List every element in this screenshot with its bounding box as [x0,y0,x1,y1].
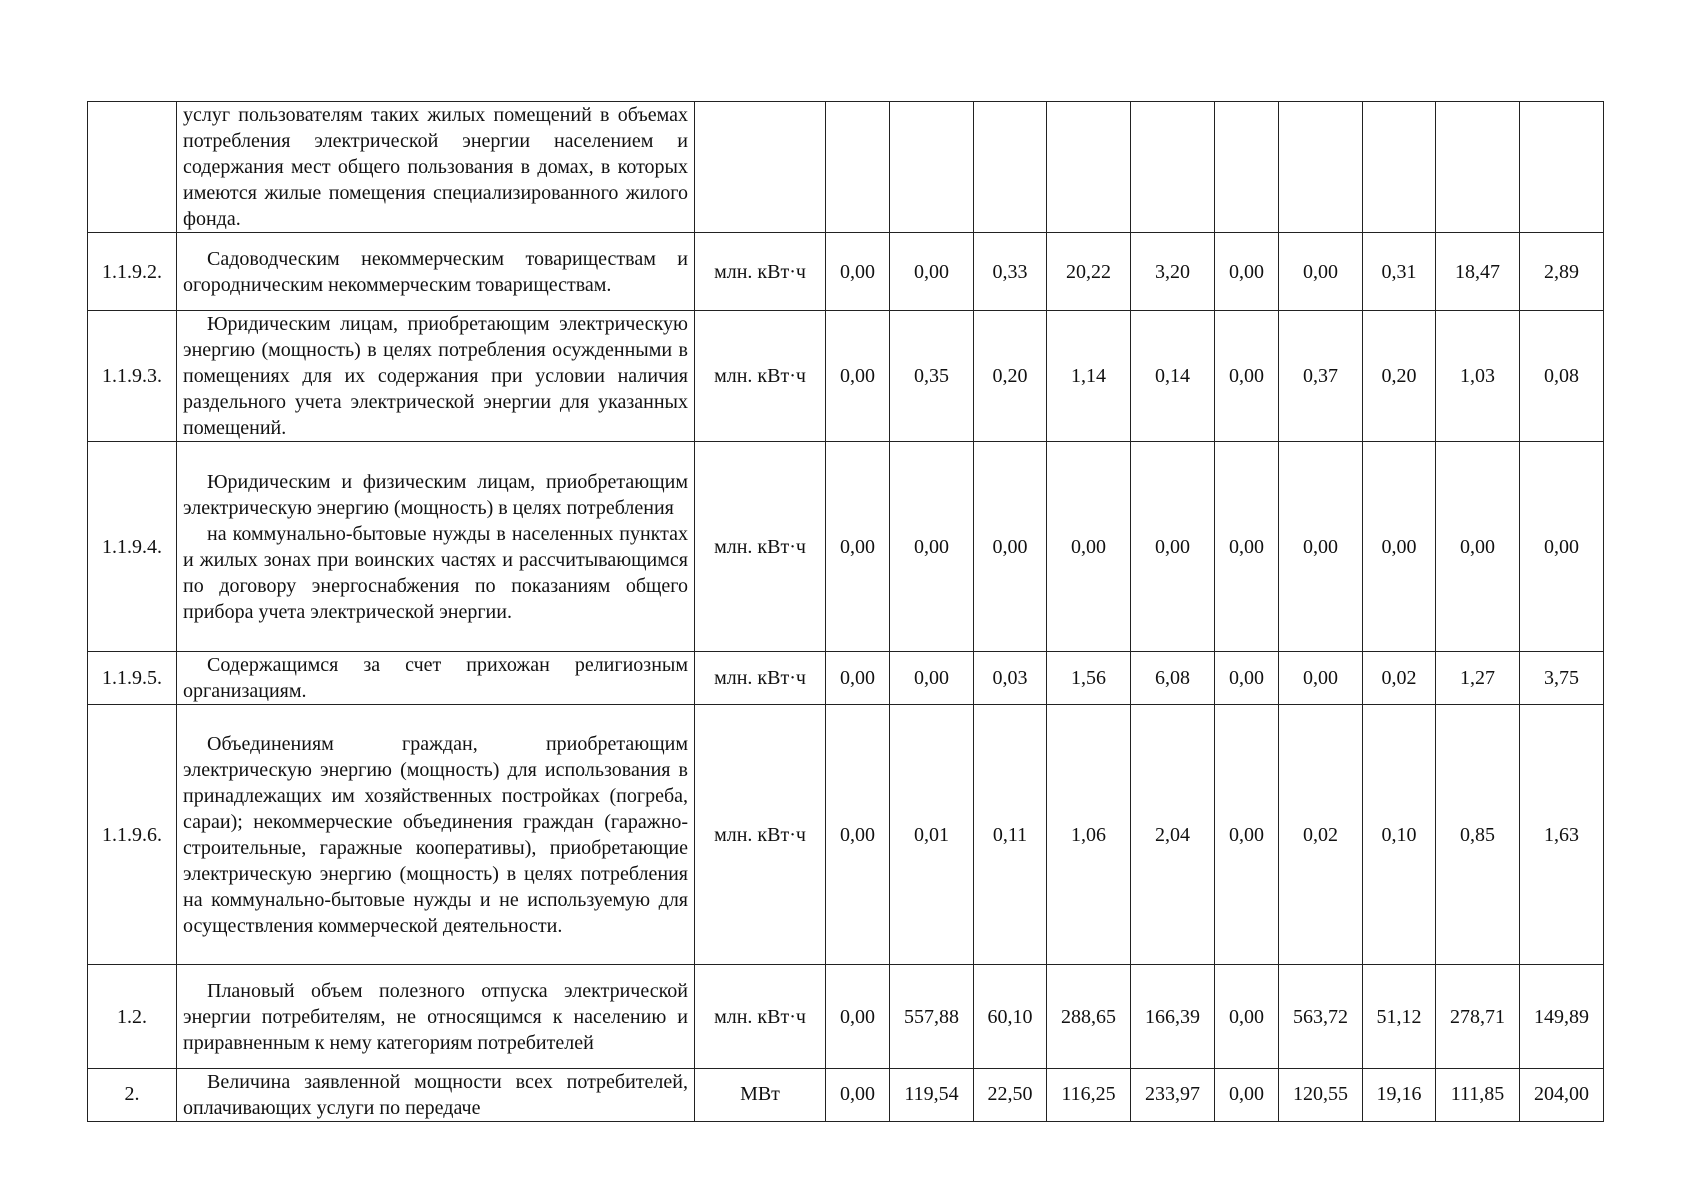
value-cell: 0,00 [1047,442,1131,652]
value-cell: 1,03 [1436,311,1520,442]
description-paragraph: Юридическим лицам, приобретающим электрическую энергию (мощность) в целях потребления осужденными в помещениях для их содержания при условии наличия раздельного учета электрической энергии для указанных помещений. [183,313,688,439]
row-number: 1.2. [88,965,177,1069]
value-cell: 2,89 [1520,233,1604,311]
table-row [88,705,1604,965]
value-cell: 0,00 [1215,1069,1279,1122]
value-cell [1131,102,1215,233]
value-cell: 149,89 [1520,965,1604,1069]
unit-cell: млн. кВт·ч [695,311,826,442]
description-paragraph: Садоводческим некоммерческим товариществам и огородническим некоммерческим товариществам. [183,247,688,296]
value-cell: 1,56 [1047,652,1131,705]
unit-cell: млн. кВт·ч [695,705,826,965]
value-cell: 233,97 [1131,1069,1215,1122]
value-cell: 60,10 [974,965,1047,1069]
value-cell: 0,00 [974,442,1047,652]
value-cell [1047,102,1131,233]
value-cell: 0,20 [1363,311,1436,442]
description-paragraph: Объединениям граждан, приобретающим электрическую энергию (мощность) для использования в принадлежащих им хозяйственных постройках (погреба, сараи); некоммерческие объединения граждан (гаражно-строительные, гаражные кооперативы), приобретающие электрическую энергию (мощность) в целях потребления на коммунально-бытовые нужды и не используемую для осуществления коммерческой деятельности. [183,732,688,937]
value-cell: 0,11 [974,705,1047,965]
unit-cell: млн. кВт·ч [695,442,826,652]
value-cell: 0,01 [890,705,974,965]
value-cell: 0,00 [1279,233,1363,311]
row-number: 1.1.9.6. [88,705,177,965]
value-cell: 18,47 [1436,233,1520,311]
row-number: 1.1.9.3. [88,311,177,442]
value-cell: 0,10 [1363,705,1436,965]
table-row [88,965,1604,1069]
value-cell: 0,02 [1363,652,1436,705]
value-cell: 557,88 [890,965,974,1069]
value-cell: 0,00 [826,705,890,965]
unit-cell: млн. кВт·ч [695,233,826,311]
value-cell: 0,00 [826,1069,890,1122]
row-number: 1.1.9.5. [88,652,177,705]
value-cell: 0,00 [1215,233,1279,311]
description-paragraph: услуг пользователям таких жилых помещений в объемах потребления электрической энергии населением и содержания мест общего пользования в домах, в которых имеются жилые помещения специализированного жилого фонда. [183,104,688,230]
description-paragraph: Содержащимся за счет прихожан религиозным организациям. [183,654,688,702]
value-cell: 0,00 [1215,311,1279,442]
row-description [177,965,695,1069]
unit-cell: млн. кВт·ч [695,965,826,1069]
value-cell [890,102,974,233]
row-number: 2. [88,1069,177,1122]
value-cell: 20,22 [1047,233,1131,311]
row-description [177,311,695,442]
value-cell [1279,102,1363,233]
value-cell: 0,00 [1215,705,1279,965]
description-paragraph: на коммунально-бытовые нужды в населенных пунктах и жилых зонах при воинских частях и рассчитывающимся по договору энергоснабжения по показаниям общего прибора учета электрической энергии. [183,522,688,623]
value-cell: 0,00 [1520,442,1604,652]
description-paragraph: Плановый объем полезного отпуска электрической энергии потребителям, не относящимся к населению и приравненным к нему категориям потребителей [183,979,688,1054]
value-cell: 0,03 [974,652,1047,705]
value-cell: 1,14 [1047,311,1131,442]
value-cell: 22,50 [974,1069,1047,1122]
value-cell: 0,00 [890,652,974,705]
value-cell [1520,102,1604,233]
value-cell: 3,75 [1520,652,1604,705]
value-cell: 0,85 [1436,705,1520,965]
value-cell: 0,00 [826,311,890,442]
value-cell: 0,00 [1279,442,1363,652]
value-cell: 119,54 [890,1069,974,1122]
row-description [177,652,695,705]
value-cell: 563,72 [1279,965,1363,1069]
row-number [88,102,177,233]
value-cell: 0,00 [1215,965,1279,1069]
value-cell: 0,00 [1363,442,1436,652]
table-row [88,233,1604,311]
value-cell: 1,06 [1047,705,1131,965]
unit-cell: МВт [695,1069,826,1122]
row-number: 1.1.9.2. [88,233,177,311]
value-cell [1436,102,1520,233]
table-row [88,652,1604,705]
value-cell: 0,08 [1520,311,1604,442]
value-cell: 0,33 [974,233,1047,311]
row-number: 1.1.9.4. [88,442,177,652]
document-page [87,101,1604,1122]
value-cell: 0,00 [1215,652,1279,705]
value-cell: 1,63 [1520,705,1604,965]
value-cell [826,102,890,233]
value-cell [974,102,1047,233]
value-cell: 6,08 [1131,652,1215,705]
value-cell: 288,65 [1047,965,1131,1069]
value-cell: 0,00 [826,965,890,1069]
table-row [88,442,1604,652]
value-cell: 0,00 [890,442,974,652]
table-row [88,102,1604,233]
tariff-table [87,101,1604,1122]
value-cell [1215,102,1279,233]
value-cell: 51,12 [1363,965,1436,1069]
unit-cell [695,102,826,233]
description-paragraph: Величина заявленной мощности всех потребителей, оплачивающих услуги по передаче [183,1071,688,1119]
value-cell: 19,16 [1363,1069,1436,1122]
value-cell: 0,14 [1131,311,1215,442]
value-cell: 0,00 [1279,652,1363,705]
unit-cell: млн. кВт·ч [695,652,826,705]
row-description [177,705,695,965]
value-cell: 2,04 [1131,705,1215,965]
table-row [88,1069,1604,1122]
value-cell: 0,20 [974,311,1047,442]
row-description [177,233,695,311]
value-cell: 3,20 [1131,233,1215,311]
value-cell: 0,00 [1215,442,1279,652]
value-cell: 204,00 [1520,1069,1604,1122]
value-cell: 0,00 [890,233,974,311]
row-description [177,1069,695,1122]
value-cell: 116,25 [1047,1069,1131,1122]
value-cell: 278,71 [1436,965,1520,1069]
value-cell: 0,37 [1279,311,1363,442]
value-cell: 111,85 [1436,1069,1520,1122]
value-cell: 0,02 [1279,705,1363,965]
value-cell: 166,39 [1131,965,1215,1069]
value-cell [1363,102,1436,233]
value-cell: 0,00 [1436,442,1520,652]
value-cell: 0,35 [890,311,974,442]
description-paragraph: Юридическим и физическим лицам, приобретающим электрическую энергию (мощность) в целях потребления [183,470,688,519]
value-cell: 0,00 [826,233,890,311]
row-description [177,442,695,652]
value-cell: 0,00 [826,442,890,652]
value-cell: 0,00 [826,652,890,705]
value-cell: 0,00 [1131,442,1215,652]
row-description [177,102,695,233]
value-cell: 0,31 [1363,233,1436,311]
table-row [88,311,1604,442]
value-cell: 1,27 [1436,652,1520,705]
value-cell: 120,55 [1279,1069,1363,1122]
